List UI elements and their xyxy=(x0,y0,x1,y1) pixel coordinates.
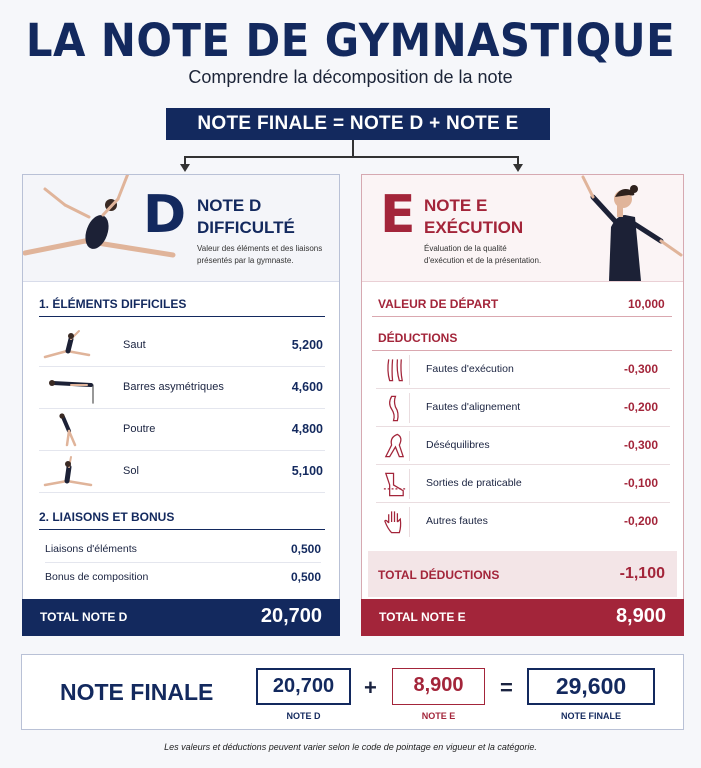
element-row-barres xyxy=(39,367,325,409)
bonus-row xyxy=(45,535,321,563)
body-line-icon xyxy=(380,393,410,423)
note-d-total-value: 20,700 xyxy=(260,605,322,627)
final-score-box xyxy=(21,654,684,730)
note-d-total-bar xyxy=(22,599,340,636)
deduction-row xyxy=(376,503,670,541)
bonus-value: 0,500 xyxy=(290,570,321,584)
page-title: LA NOTE DE GYMNASTIQUE xyxy=(25,14,676,67)
note-e-title: NOTE E EXÉCUTION xyxy=(424,196,524,237)
start-value: 10,000 xyxy=(628,297,665,311)
final-d-caption: NOTE D xyxy=(286,711,321,721)
deductions-title: DÉDUCTIONS xyxy=(378,331,458,345)
element-row-saut xyxy=(39,325,325,367)
total-deductions-label: TOTAL DÉDUCTIONS xyxy=(378,568,500,582)
footnote: Les valeurs et déductions peuvent varier selon le code de pointage en vigueur et la catégorie. xyxy=(164,742,537,752)
deduction-label: Fautes d'alignement xyxy=(426,401,521,413)
final-total-caption: NOTE FINALE xyxy=(561,711,621,721)
connector-horizontal xyxy=(184,156,518,158)
bonus-row xyxy=(45,563,321,591)
note-e-letter: E xyxy=(380,185,416,245)
element-value: 5,100 xyxy=(291,464,323,478)
legs-icon xyxy=(380,355,410,385)
bonus-section-title: 2. LIAISONS ET BONUS xyxy=(39,510,175,524)
gymnast-floor-image xyxy=(41,455,95,489)
hand-icon xyxy=(380,507,410,537)
deduction-label: Fautes d'exécution xyxy=(426,363,514,375)
deduction-row xyxy=(376,351,670,389)
deduction-value: -0,200 xyxy=(623,514,658,528)
bonus-value: 0,500 xyxy=(290,542,321,556)
arrow-right-icon xyxy=(513,164,523,172)
element-label: Barres asymétriques xyxy=(123,381,224,393)
final-score-label: NOTE FINALE xyxy=(60,679,214,705)
note-e-panel xyxy=(361,174,684,636)
deduction-value: -0,100 xyxy=(623,476,658,490)
deduction-label: Déséquilibres xyxy=(426,439,490,451)
element-label: Saut xyxy=(123,339,146,351)
final-total-box: 29,600 xyxy=(527,668,655,705)
balance-icon xyxy=(380,431,410,461)
foot-out-icon xyxy=(380,469,410,499)
note-d-header xyxy=(23,175,339,282)
plus-sign: + xyxy=(364,675,377,700)
element-value: 5,200 xyxy=(291,338,323,352)
final-e-box: 8,900 xyxy=(392,668,485,705)
note-d-total-label: TOTAL NOTE D xyxy=(40,610,128,624)
note-e-total-bar xyxy=(361,599,684,636)
elements-section-rule xyxy=(39,316,325,317)
equals-sign: = xyxy=(500,675,513,700)
bonus-section-rule xyxy=(39,529,325,530)
arrow-left-icon xyxy=(180,164,190,172)
deduction-value: -0,300 xyxy=(623,438,658,452)
gymnast-vault-image xyxy=(41,329,95,363)
note-e-header xyxy=(362,175,683,282)
bonus-label: Bonus de composition xyxy=(45,571,149,583)
page-subtitle: Comprendre la décomposition de la note xyxy=(188,67,513,87)
start-value-rule xyxy=(372,316,672,317)
bonus-label: Liaisons d'éléments xyxy=(45,543,137,555)
final-d-box: 20,700 xyxy=(256,668,351,705)
note-d-description: Valeur des éléments et des liaisons présentés par la gymnaste. xyxy=(197,244,323,265)
note-e-description: Évaluation de la qualité d'exécution et de la présentation. xyxy=(424,244,542,265)
deduction-label: Autres fautes xyxy=(426,515,488,527)
total-deductions-value: -1,100 xyxy=(619,565,665,582)
deduction-value: -0,300 xyxy=(623,362,658,376)
note-d-panel xyxy=(22,174,340,636)
element-label: Poutre xyxy=(123,423,156,435)
formula-banner: NOTE FINALE = NOTE D + NOTE E xyxy=(166,108,550,140)
deduction-row xyxy=(376,465,670,503)
element-value: 4,600 xyxy=(291,380,323,394)
note-d-title: NOTE D DIFFICULTÉ xyxy=(197,196,295,237)
gymnast-pose-image xyxy=(563,175,683,281)
element-value: 4,800 xyxy=(291,422,323,436)
gymnast-bars-image xyxy=(41,371,95,405)
element-row-sol xyxy=(39,451,325,493)
note-d-letter: D xyxy=(143,185,187,245)
element-row-poutre xyxy=(39,409,325,451)
deduction-value: -0,200 xyxy=(623,400,658,414)
element-label: Sol xyxy=(123,465,139,477)
note-e-total-value: 8,900 xyxy=(615,605,666,627)
elements-section-title: 1. ÉLÉMENTS DIFFICILES xyxy=(39,297,187,311)
final-e-caption: NOTE E xyxy=(421,711,456,721)
gymnast-beam-image xyxy=(41,413,95,447)
total-deductions-row xyxy=(368,551,677,597)
deduction-row xyxy=(376,389,670,427)
deduction-label: Sorties de praticable xyxy=(426,477,522,489)
deduction-row xyxy=(376,427,670,465)
start-value-label: VALEUR DE DÉPART xyxy=(378,297,499,311)
connector-vertical xyxy=(352,140,354,157)
note-e-total-label: TOTAL NOTE E xyxy=(379,610,466,624)
